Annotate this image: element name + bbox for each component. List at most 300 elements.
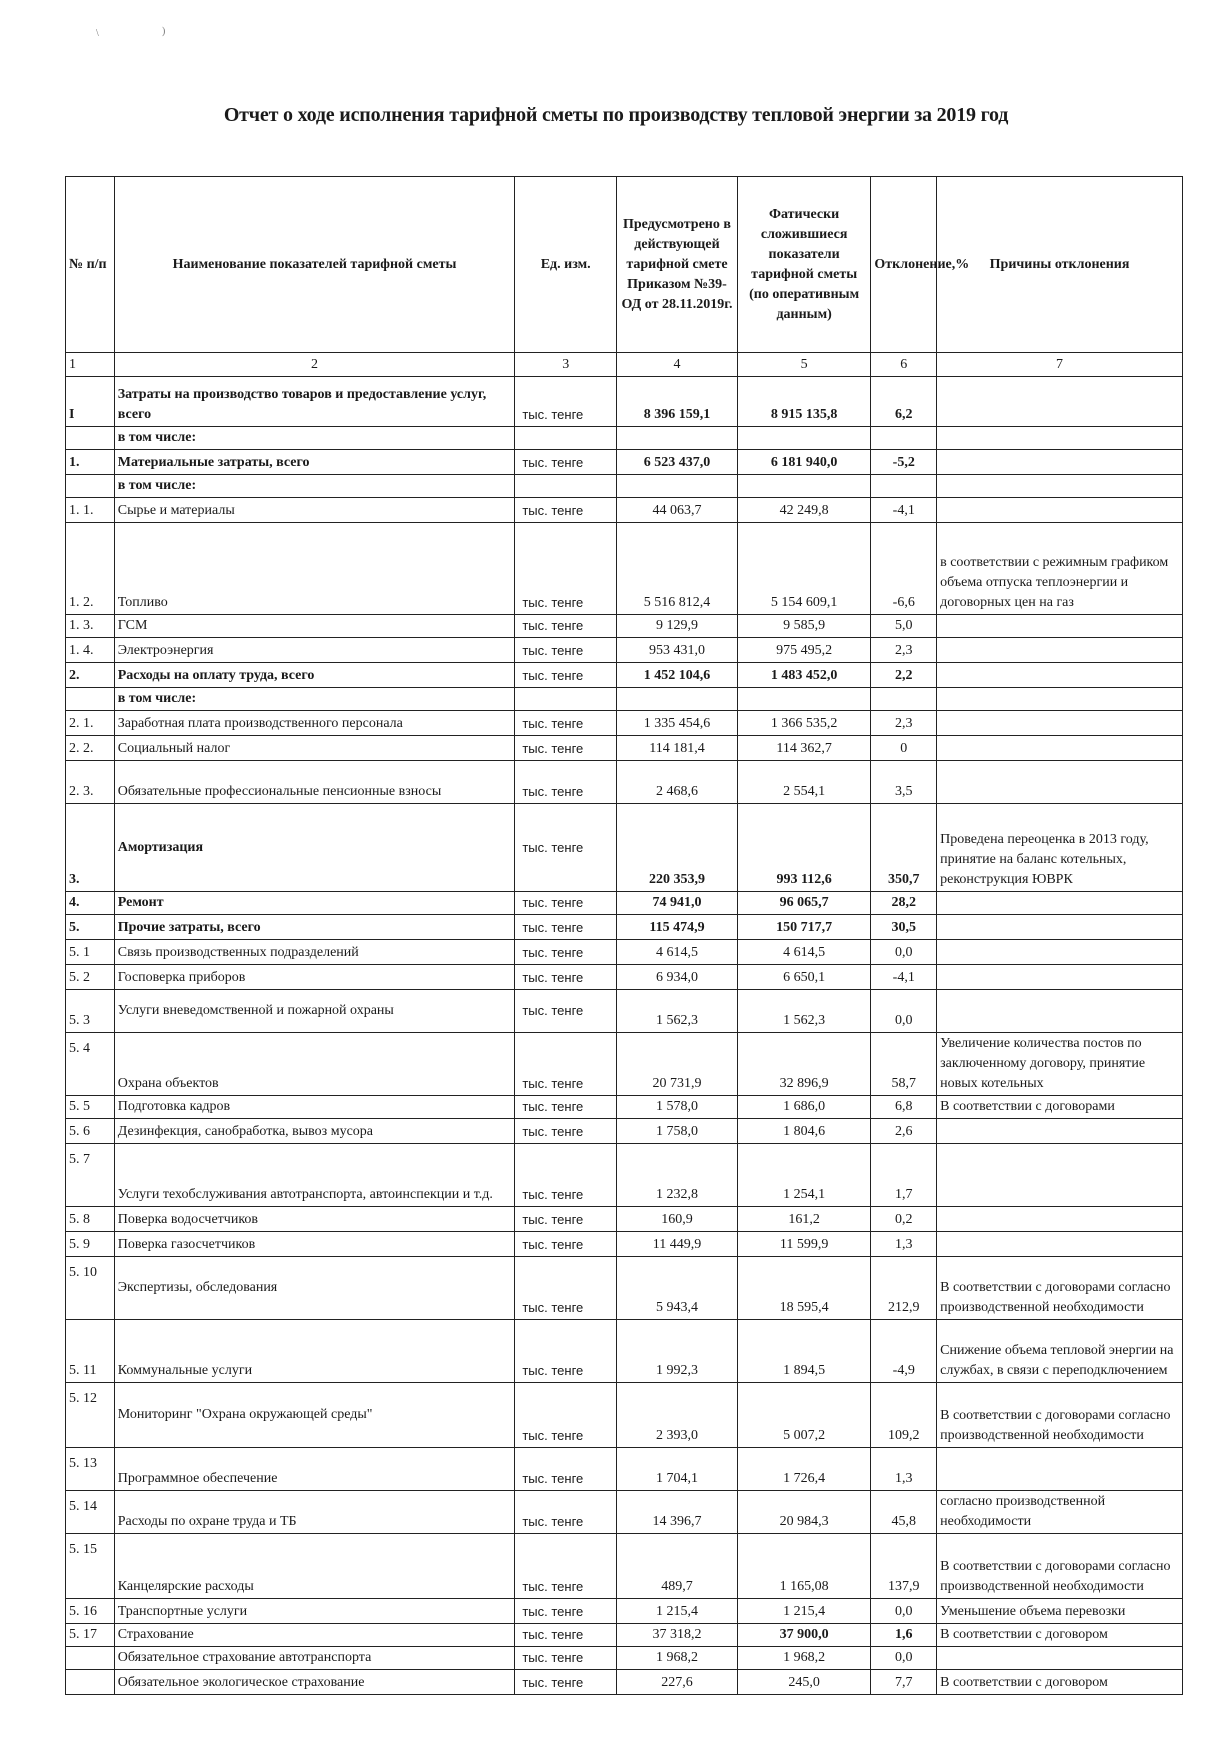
column-number: 7	[937, 353, 1183, 377]
table-row	[66, 1320, 1183, 1383]
planned-value: 5 943,4	[617, 1257, 738, 1320]
indicator-name: Канцелярские расходы	[114, 1534, 515, 1599]
deviation-reason	[937, 892, 1183, 915]
column-number: 1	[66, 353, 115, 377]
actual-value: 6 181 940,0	[737, 450, 871, 475]
deviation-reason	[937, 761, 1183, 804]
planned-value: 1 992,3	[617, 1320, 738, 1383]
row-number: 5. 4	[66, 1033, 115, 1096]
deviation-reason	[937, 1144, 1183, 1207]
column-number: 3	[515, 353, 617, 377]
unit: тыс. тенге	[515, 1320, 617, 1383]
planned-value: 37 318,2	[617, 1624, 738, 1647]
unit: тыс. тенге	[515, 892, 617, 915]
row-number: 5. 10	[66, 1257, 115, 1320]
unit: тыс. тенге	[515, 1033, 617, 1096]
table-row	[66, 1119, 1183, 1144]
planned-value: 953 431,0	[617, 638, 738, 663]
indicator-name: Затраты на производство товаров и предоставление услуг, всего	[114, 377, 515, 427]
indicator-name: Социальный налог	[114, 736, 515, 761]
deviation-reason	[937, 965, 1183, 990]
unit: тыс. тенге	[515, 615, 617, 638]
tariff-report-table	[65, 176, 1183, 1695]
table-row	[66, 1624, 1183, 1647]
actual-value: 6 650,1	[737, 965, 871, 990]
actual-value: 1 894,5	[737, 1320, 871, 1383]
actual-value: 161,2	[737, 1207, 871, 1232]
indicator-name: в том числе:	[114, 475, 515, 498]
table-row	[66, 688, 1183, 711]
row-number	[66, 427, 115, 450]
actual-value: 114 362,7	[737, 736, 871, 761]
header-fact: Фатически сложившиеся показатели тарифной сметы (по оперативным данным)	[737, 177, 871, 353]
indicator-name: Обязательное экологическое страхование	[114, 1670, 515, 1695]
actual-value: 37 900,0	[737, 1624, 871, 1647]
deviation-reason: В соответствии с договорами согласно производственной необходимости	[937, 1383, 1183, 1448]
deviation-percent: 7,7	[871, 1670, 937, 1695]
indicator-name: Экспертизы, обследования	[114, 1257, 515, 1320]
row-number: 5. 11	[66, 1320, 115, 1383]
actual-value: 4 614,5	[737, 940, 871, 965]
deviation-percent: 45,8	[871, 1491, 937, 1534]
row-number: 5. 9	[66, 1232, 115, 1257]
deviation-reason	[937, 1232, 1183, 1257]
indicator-name: Дезинфекция, санобработка, вывоз мусора	[114, 1119, 515, 1144]
actual-value: 1 366 535,2	[737, 711, 871, 736]
deviation-percent: 0	[871, 736, 937, 761]
indicator-name: Транспортные услуги	[114, 1599, 515, 1624]
row-number	[66, 688, 115, 711]
planned-value: 1 968,2	[617, 1647, 738, 1670]
actual-value: 9 585,9	[737, 615, 871, 638]
deviation-percent: 212,9	[871, 1257, 937, 1320]
column-number: 2	[114, 353, 515, 377]
row-number	[66, 1647, 115, 1670]
unit: тыс. тенге	[515, 761, 617, 804]
indicator-name: ГСМ	[114, 615, 515, 638]
row-number: 1. 1.	[66, 498, 115, 523]
deviation-percent: 2,3	[871, 638, 937, 663]
unit: тыс. тенге	[515, 990, 617, 1033]
planned-value: 74 941,0	[617, 892, 738, 915]
indicator-name: Сырье и материалы	[114, 498, 515, 523]
deviation-percent	[871, 427, 937, 450]
row-number: 2. 1.	[66, 711, 115, 736]
row-number: 5. 13	[66, 1448, 115, 1491]
table-row	[66, 523, 1183, 615]
planned-value: 160,9	[617, 1207, 738, 1232]
indicator-name: Амортизация	[114, 804, 515, 892]
deviation-percent: -5,2	[871, 450, 937, 475]
table-row	[66, 965, 1183, 990]
unit: тыс. тенге	[515, 1624, 617, 1647]
scan-artifact: \	[96, 28, 99, 39]
row-number: 5. 3	[66, 990, 115, 1033]
row-number: 5. 6	[66, 1119, 115, 1144]
actual-value: 42 249,8	[737, 498, 871, 523]
planned-value: 6 934,0	[617, 965, 738, 990]
indicator-name: в том числе:	[114, 427, 515, 450]
table-row	[66, 711, 1183, 736]
table-row	[66, 427, 1183, 450]
deviation-percent: 58,7	[871, 1033, 937, 1096]
actual-value: 1 562,3	[737, 990, 871, 1033]
table-row	[66, 377, 1183, 427]
planned-value: 20 731,9	[617, 1033, 738, 1096]
indicator-name: Поверка водосчетчиков	[114, 1207, 515, 1232]
planned-value: 5 516 812,4	[617, 523, 738, 615]
row-number	[66, 1670, 115, 1695]
planned-value: 489,7	[617, 1534, 738, 1599]
actual-value: 245,0	[737, 1670, 871, 1695]
actual-value: 1 165,08	[737, 1534, 871, 1599]
planned-value: 9 129,9	[617, 615, 738, 638]
deviation-percent: 0,0	[871, 940, 937, 965]
column-number: 6	[871, 353, 937, 377]
actual-value: 1 968,2	[737, 1647, 871, 1670]
deviation-reason	[937, 663, 1183, 688]
planned-value: 14 396,7	[617, 1491, 738, 1534]
unit: тыс. тенге	[515, 1670, 617, 1695]
unit	[515, 688, 617, 711]
indicator-name: Услуги вневедомственной и пожарной охраны	[114, 990, 515, 1033]
actual-value: 975 495,2	[737, 638, 871, 663]
actual-value: 96 065,7	[737, 892, 871, 915]
unit: тыс. тенге	[515, 915, 617, 940]
deviation-percent	[871, 475, 937, 498]
row-number: 1.	[66, 450, 115, 475]
planned-value: 2 393,0	[617, 1383, 738, 1448]
deviation-reason: Снижение объема тепловой энергии на службах, в связи с переподключением	[937, 1320, 1183, 1383]
actual-value: 1 804,6	[737, 1119, 871, 1144]
unit: тыс. тенге	[515, 1383, 617, 1448]
unit: тыс. тенге	[515, 1207, 617, 1232]
unit	[515, 475, 617, 498]
header-unit: Ед. изм.	[515, 177, 617, 353]
row-number: 5. 12	[66, 1383, 115, 1448]
deviation-reason: В соответствии с договором	[937, 1624, 1183, 1647]
row-number: 5. 7	[66, 1144, 115, 1207]
indicator-name: Программное обеспечение	[114, 1448, 515, 1491]
header-row	[66, 177, 1183, 353]
indicator-name: Поверка газосчетчиков	[114, 1232, 515, 1257]
unit: тыс. тенге	[515, 736, 617, 761]
indicator-name: Мониторинг "Охрана окружающей среды"	[114, 1383, 515, 1448]
unit: тыс. тенге	[515, 663, 617, 688]
deviation-reason: В соответствии с договорами согласно производственной необходимости	[937, 1257, 1183, 1320]
row-number: 5. 16	[66, 1599, 115, 1624]
planned-value: 227,6	[617, 1670, 738, 1695]
planned-value: 4 614,5	[617, 940, 738, 965]
actual-value: 993 112,6	[737, 804, 871, 892]
unit: тыс. тенге	[515, 523, 617, 615]
column-number: 4	[617, 353, 738, 377]
deviation-percent: 2,3	[871, 711, 937, 736]
actual-value: 1 215,4	[737, 1599, 871, 1624]
unit: тыс. тенге	[515, 638, 617, 663]
deviation-reason	[937, 736, 1183, 761]
deviation-reason	[937, 1448, 1183, 1491]
indicator-name: в том числе:	[114, 688, 515, 711]
unit: тыс. тенге	[515, 711, 617, 736]
deviation-percent	[871, 688, 937, 711]
indicator-name: Обязательные профессиональные пенсионные взносы	[114, 761, 515, 804]
table-row	[66, 498, 1183, 523]
table-row	[66, 1383, 1183, 1448]
planned-value: 8 396 159,1	[617, 377, 738, 427]
planned-value: 1 452 104,6	[617, 663, 738, 688]
row-number: 5. 17	[66, 1624, 115, 1647]
table-row	[66, 663, 1183, 688]
planned-value: 11 449,9	[617, 1232, 738, 1257]
actual-value: 1 686,0	[737, 1096, 871, 1119]
table-row	[66, 1257, 1183, 1320]
row-number: 5. 5	[66, 1096, 115, 1119]
table-row	[66, 915, 1183, 940]
indicator-name: Материальные затраты, всего	[114, 450, 515, 475]
planned-value	[617, 475, 738, 498]
unit: тыс. тенге	[515, 450, 617, 475]
deviation-percent: 3,5	[871, 761, 937, 804]
unit: тыс. тенге	[515, 1534, 617, 1599]
table-row	[66, 475, 1183, 498]
deviation-reason	[937, 1119, 1183, 1144]
table-row	[66, 638, 1183, 663]
deviation-percent: 109,2	[871, 1383, 937, 1448]
indicator-name: Обязательное страхование автотранспорта	[114, 1647, 515, 1670]
unit: тыс. тенге	[515, 965, 617, 990]
actual-value: 1 483 452,0	[737, 663, 871, 688]
indicator-name: Страхование	[114, 1624, 515, 1647]
deviation-reason	[937, 711, 1183, 736]
deviation-percent: 0,0	[871, 1647, 937, 1670]
planned-value: 1 758,0	[617, 1119, 738, 1144]
planned-value: 1 232,8	[617, 1144, 738, 1207]
deviation-reason	[937, 615, 1183, 638]
actual-value: 32 896,9	[737, 1033, 871, 1096]
actual-value: 11 599,9	[737, 1232, 871, 1257]
table-row	[66, 1491, 1183, 1534]
table-row	[66, 1207, 1183, 1232]
table-row	[66, 1448, 1183, 1491]
row-number: I	[66, 377, 115, 427]
indicator-name: Расходы по охране труда и ТБ	[114, 1491, 515, 1534]
unit: тыс. тенге	[515, 1119, 617, 1144]
row-number: 5. 8	[66, 1207, 115, 1232]
deviation-reason	[937, 915, 1183, 940]
indicator-name: Охрана объектов	[114, 1033, 515, 1096]
planned-value: 6 523 437,0	[617, 450, 738, 475]
deviation-reason: В соответствии с договором	[937, 1670, 1183, 1695]
column-number: 5	[737, 353, 871, 377]
indicator-name: Коммунальные услуги	[114, 1320, 515, 1383]
table-row	[66, 736, 1183, 761]
row-number: 1. 2.	[66, 523, 115, 615]
planned-value: 44 063,7	[617, 498, 738, 523]
deviation-reason	[937, 377, 1183, 427]
table-row	[66, 1599, 1183, 1624]
planned-value	[617, 688, 738, 711]
deviation-percent: 5,0	[871, 615, 937, 638]
actual-value	[737, 475, 871, 498]
planned-value: 114 181,4	[617, 736, 738, 761]
indicator-name: Расходы на оплату труда, всего	[114, 663, 515, 688]
table-row	[66, 990, 1183, 1033]
deviation-reason: В соответствии с договорами согласно производственной необходимости	[937, 1534, 1183, 1599]
deviation-reason: в соответствии с режимным графиком объема отпуска теплоэнергии и договорных цен на газ	[937, 523, 1183, 615]
row-number: 5. 15	[66, 1534, 115, 1599]
deviation-percent: 2,2	[871, 663, 937, 688]
table-body	[66, 377, 1183, 1695]
deviation-reason: согласно производственной необходимости	[937, 1491, 1183, 1534]
deviation-percent: 2,6	[871, 1119, 937, 1144]
row-number: 5. 14	[66, 1491, 115, 1534]
planned-value: 1 215,4	[617, 1599, 738, 1624]
deviation-reason: Проведена переоценка в 2013 году, принятие на баланс котельных, реконструкция ЮВРК	[937, 804, 1183, 892]
table-row	[66, 1096, 1183, 1119]
row-number: 5. 2	[66, 965, 115, 990]
deviation-percent: 137,9	[871, 1534, 937, 1599]
deviation-reason	[937, 940, 1183, 965]
table-row	[66, 1647, 1183, 1670]
actual-value: 20 984,3	[737, 1491, 871, 1534]
actual-value	[737, 688, 871, 711]
deviation-percent: -6,6	[871, 523, 937, 615]
header-number: № п/п	[66, 177, 115, 353]
deviation-percent: 1,7	[871, 1144, 937, 1207]
actual-value: 2 554,1	[737, 761, 871, 804]
indicator-name: Подготовка кадров	[114, 1096, 515, 1119]
column-number-row	[66, 353, 1183, 377]
header-plan: Предусмотрено в действующей тарифной смете Приказом №39-ОД от 28.11.2019г.	[617, 177, 738, 353]
unit: тыс. тенге	[515, 1096, 617, 1119]
deviation-percent: 0,0	[871, 1599, 937, 1624]
row-number: 1. 3.	[66, 615, 115, 638]
deviation-percent: 350,7	[871, 804, 937, 892]
unit: тыс. тенге	[515, 1232, 617, 1257]
deviation-reason	[937, 990, 1183, 1033]
header-reason: Причины отклонения	[937, 177, 1183, 353]
row-number	[66, 475, 115, 498]
table-row	[66, 1670, 1183, 1695]
deviation-percent: 1,6	[871, 1624, 937, 1647]
unit: тыс. тенге	[515, 1144, 617, 1207]
planned-value: 1 562,3	[617, 990, 738, 1033]
table-row	[66, 1144, 1183, 1207]
deviation-reason: В соответствии с договорами	[937, 1096, 1183, 1119]
deviation-reason: Увеличение количества постов по заключенному договору, принятие новых котельных	[937, 1033, 1183, 1096]
planned-value: 1 704,1	[617, 1448, 738, 1491]
table-row	[66, 761, 1183, 804]
planned-value: 1 335 454,6	[617, 711, 738, 736]
actual-value: 1 726,4	[737, 1448, 871, 1491]
indicator-name: Прочие затраты, всего	[114, 915, 515, 940]
actual-value: 5 154 609,1	[737, 523, 871, 615]
indicator-name: Электроэнергия	[114, 638, 515, 663]
deviation-percent: -4,1	[871, 498, 937, 523]
deviation-reason	[937, 450, 1183, 475]
actual-value	[737, 427, 871, 450]
indicator-name: Связь производственных подразделений	[114, 940, 515, 965]
planned-value: 1 578,0	[617, 1096, 738, 1119]
unit: тыс. тенге	[515, 1647, 617, 1670]
unit: тыс. тенге	[515, 940, 617, 965]
row-number: 5. 1	[66, 940, 115, 965]
deviation-reason	[937, 475, 1183, 498]
deviation-reason	[937, 498, 1183, 523]
actual-value: 1 254,1	[737, 1144, 871, 1207]
deviation-percent: 6,2	[871, 377, 937, 427]
unit: тыс. тенге	[515, 1599, 617, 1624]
actual-value: 150 717,7	[737, 915, 871, 940]
deviation-percent: -4,9	[871, 1320, 937, 1383]
unit: тыс. тенге	[515, 1491, 617, 1534]
table-row	[66, 1534, 1183, 1599]
deviation-percent: 30,5	[871, 915, 937, 940]
table-row	[66, 804, 1183, 892]
deviation-reason	[937, 638, 1183, 663]
deviation-percent: 1,3	[871, 1232, 937, 1257]
deviation-reason: Уменьшение объема перевозки	[937, 1599, 1183, 1624]
header-deviation: Отклонение,%	[871, 177, 937, 353]
row-number: 2. 2.	[66, 736, 115, 761]
page-title: Отчет о ходе исполнения тарифной сметы по производству тепловой энергии за 2019 год	[223, 104, 1009, 126]
planned-value	[617, 427, 738, 450]
deviation-reason	[937, 427, 1183, 450]
indicator-name: Заработная плата производственного персонала	[114, 711, 515, 736]
planned-value: 2 468,6	[617, 761, 738, 804]
actual-value: 8 915 135,8	[737, 377, 871, 427]
planned-value: 115 474,9	[617, 915, 738, 940]
deviation-percent: 0,0	[871, 990, 937, 1033]
actual-value: 5 007,2	[737, 1383, 871, 1448]
deviation-percent: 0,2	[871, 1207, 937, 1232]
row-number: 2.	[66, 663, 115, 688]
deviation-percent: 28,2	[871, 892, 937, 915]
row-number: 4.	[66, 892, 115, 915]
deviation-reason	[937, 1647, 1183, 1670]
actual-value: 18 595,4	[737, 1257, 871, 1320]
indicator-name: Услуги техобслуживания автотранспорта, автоинспекции и т.д.	[114, 1144, 515, 1207]
scan-artifact: )	[162, 26, 166, 37]
unit: тыс. тенге	[515, 1257, 617, 1320]
table-row	[66, 450, 1183, 475]
table-row	[66, 1232, 1183, 1257]
row-number: 3.	[66, 804, 115, 892]
deviation-reason	[937, 1207, 1183, 1232]
indicator-name: Госповерка приборов	[114, 965, 515, 990]
unit: тыс. тенге	[515, 804, 617, 892]
row-number: 1. 4.	[66, 638, 115, 663]
table-row	[66, 1033, 1183, 1096]
row-number: 5.	[66, 915, 115, 940]
header-name: Наименование показателей тарифной сметы	[114, 177, 515, 353]
indicator-name: Топливо	[114, 523, 515, 615]
unit: тыс. тенге	[515, 377, 617, 427]
unit: тыс. тенге	[515, 498, 617, 523]
planned-value: 220 353,9	[617, 804, 738, 892]
table-row	[66, 615, 1183, 638]
deviation-reason	[937, 688, 1183, 711]
deviation-percent: 1,3	[871, 1448, 937, 1491]
table-row	[66, 892, 1183, 915]
unit: тыс. тенге	[515, 1448, 617, 1491]
unit	[515, 427, 617, 450]
table-row	[66, 940, 1183, 965]
deviation-percent: 6,8	[871, 1096, 937, 1119]
deviation-percent: -4,1	[871, 965, 937, 990]
row-number: 2. 3.	[66, 761, 115, 804]
